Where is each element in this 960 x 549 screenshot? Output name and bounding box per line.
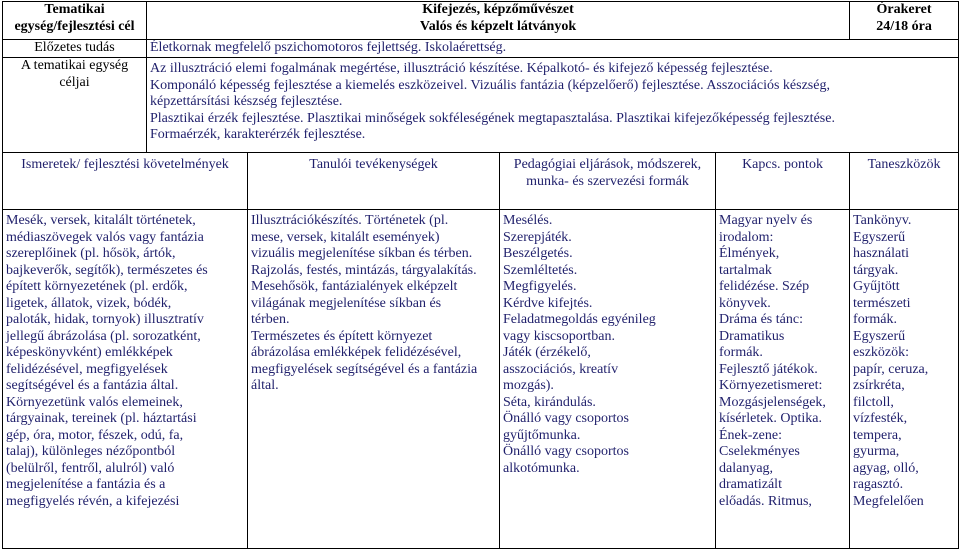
link-line: Élmények,	[719, 246, 780, 261]
activity-line: Mesehősök, fantázialények elképzelt	[251, 279, 458, 294]
link-line: Dráma és tánc:	[719, 312, 803, 327]
tool-line: papír, ceruza,	[853, 361, 929, 377]
link-line: Dramatikus	[719, 328, 785, 344]
goal-line: Plasztikai érzék fejlesztése. Plasztikai minőségek sokféleségének megtapasztalása. Plasztikai kifejezőképesség fejlesztése.	[150, 110, 835, 126]
knowledge-line: bajkeverők, segítők), természetes és	[6, 262, 208, 278]
link-line: kísérletek. Optika.	[719, 411, 823, 426]
activity-line: vizuális megjelenítése síkban és térben.	[251, 246, 473, 261]
tool-line: tárgyak.	[853, 262, 899, 278]
link-line: irodalom:	[719, 229, 774, 245]
tool-line: Megfelelően	[853, 493, 924, 509]
link-line: felidézése. Szép	[719, 279, 810, 294]
methods-cell	[500, 210, 716, 549]
goals-label-line-2: céljai	[59, 74, 90, 90]
hours-value: 24/18 óra	[876, 18, 932, 34]
knowledge-line: megfigyelés révén, a kifejezési	[6, 493, 180, 509]
method-line: Séta, kirándulás.	[503, 394, 596, 410]
link-line: Cselekményes	[719, 444, 800, 459]
knowledge-line: képeskönyvként) emlékképek	[6, 345, 173, 360]
subject-title: Kifejezés, képzőművészet	[422, 2, 574, 17]
method-line: Mesélés.	[503, 213, 553, 228]
links-cell	[716, 210, 850, 549]
method-line: vagy kiscsoportban.	[503, 328, 615, 344]
activity-line: Illusztrációkészítés. Történetek (pl.	[251, 213, 449, 228]
activity-line: világának megjelenítése síkban és	[251, 295, 442, 311]
activity-line: ábrázolása emlékképek felidézésével,	[251, 345, 462, 360]
method-line: Önálló vagy csoportos	[503, 411, 629, 426]
method-line: mozgás).	[503, 378, 554, 393]
topic-label-cell	[3, 2, 147, 40]
method-line: Szemléltetés.	[503, 262, 578, 278]
tool-line: Egyszerű	[853, 328, 906, 344]
knowledge-line: médiaszövegek valós vagy fantázia	[6, 229, 204, 245]
method-line: gyűjtőmunka.	[503, 427, 581, 443]
goal-line: Formaérzék, karakterérzék fejlesztése.	[150, 127, 366, 142]
knowledge-line: Környezetünk valós elemeinek,	[6, 394, 183, 410]
tool-line: vízfesték,	[853, 411, 908, 426]
tool-line: természeti	[853, 295, 911, 311]
col-header-links: Kapcs. pontok	[716, 153, 850, 210]
activity-line: Természetes és épített környezet	[251, 328, 433, 344]
tool-line: agyag, olló,	[853, 460, 919, 476]
knowledge-line: felidézésével, megfigyelések	[6, 361, 168, 377]
link-line: tartalmak	[719, 262, 772, 278]
tool-line: zsírkréta,	[853, 378, 905, 393]
tool-line: formák.	[853, 312, 897, 327]
content-row	[3, 210, 959, 549]
col-header-methods: Pedagógiai eljárások, módszerek, munka- és szervezési formák	[500, 153, 716, 210]
tool-line: Egyszerű	[853, 229, 906, 245]
column-header-row	[3, 153, 959, 210]
goal-line: képzettársítási készség fejlesztése.	[150, 94, 343, 109]
link-line: Magyar nyelv és	[719, 213, 813, 228]
goals-text-cell	[147, 58, 959, 153]
goals-label-line-1: A tematikai egység	[20, 58, 129, 73]
tool-line: ragasztó.	[853, 477, 904, 492]
knowledge-line: tárgyainak, tereinek (pl. háztartási	[6, 411, 197, 426]
link-line: dalanyag,	[719, 460, 774, 476]
subject-cell	[147, 2, 850, 40]
activity-line: által.	[251, 378, 279, 393]
method-line: Játék (érzékelő,	[503, 345, 591, 360]
knowledge-line: segítségével és a fantázia által.	[6, 378, 179, 393]
prior-knowledge-label: Előzetes tudás	[3, 40, 147, 58]
link-line: előadás. Ritmus,	[719, 493, 812, 509]
link-line: Környezetismeret:	[719, 378, 823, 393]
activity-line: mese, versek, kitalált események)	[251, 229, 440, 245]
link-line: Mozgásjelenségek,	[719, 394, 826, 410]
curriculum-page	[2, 1, 958, 549]
knowledge-cell	[3, 210, 248, 549]
topic-label-line-2: egység/fejlesztési cél	[14, 18, 135, 34]
tool-line: tempera,	[853, 427, 902, 443]
knowledge-line: gép, óra, motor, fészek, odú, fa,	[6, 427, 184, 443]
knowledge-line: talaj), különleges nézőpontból	[6, 444, 176, 459]
hours-cell	[850, 2, 959, 40]
knowledge-line: megjelenítése a fantázia és a	[6, 477, 166, 492]
tool-line: Gyűjtött	[853, 279, 900, 294]
link-line: dramatizált	[719, 477, 782, 492]
knowledge-line: paloták, hidak, tornyok) illusztratív	[6, 312, 204, 327]
tools-cell	[850, 210, 959, 549]
activity-line: megfigyelések segítségével és a fantázia	[251, 361, 478, 377]
method-line: Feladatmegoldás egyénileg	[503, 312, 656, 327]
activities-cell	[248, 210, 500, 549]
link-line: Fejlesztő játékok.	[719, 361, 818, 377]
knowledge-line: Mesék, versek, kitalált történetek,	[6, 213, 196, 228]
link-line: formák.	[719, 345, 763, 360]
link-line: Ének-zene:	[719, 427, 782, 443]
goals-row	[3, 58, 959, 153]
tool-line: gyurma,	[853, 444, 900, 459]
col-header-knowledge: Ismeretek/ fejlesztési követelmények	[3, 153, 248, 210]
subject-subtitle: Valós és képzelt látványok	[419, 18, 577, 34]
activity-line: térben.	[251, 312, 290, 327]
knowledge-line: szereplőinek (pl. hősök, ártók,	[6, 246, 176, 261]
goal-line: Az illusztráció elemi fogalmának megértése, illusztráció készítése. Képalkotó- és kifejező képesség fejlesztése.	[150, 61, 773, 76]
goals-label-cell	[3, 58, 147, 153]
prior-knowledge-row	[3, 40, 959, 58]
col-header-activities: Tanulói tevékenységek	[248, 153, 500, 210]
method-line: Beszélgetés.	[503, 246, 573, 261]
method-line: Kérdve kifejtés.	[503, 295, 593, 311]
hours-label: Órakeret	[876, 2, 932, 17]
method-line: asszociációs, kreatív	[503, 361, 619, 377]
activity-line: Rajzolás, festés, mintázás, tárgyalakítás.	[251, 262, 477, 278]
knowledge-line: (belülről, fentről, alulról) való	[6, 460, 175, 476]
goal-line: Komponáló képesség fejlesztése a kiemelés eszközeivel. Vizuális fantázia (képzelőerő) fejlesztése. Asszociációs készség,	[150, 77, 830, 93]
method-line: Önálló vagy csoportos	[503, 444, 629, 459]
tool-line: eszközök:	[853, 345, 910, 360]
method-line: alkotómunka.	[503, 460, 580, 476]
tool-line: használati	[853, 246, 910, 261]
link-line: könyvek.	[719, 295, 771, 311]
prior-knowledge-text: Életkornak megfelelő pszichomotoros fejlettség. Iskolaérettség.	[147, 40, 959, 58]
knowledge-line: épített környezetének (pl. erdők,	[6, 279, 188, 294]
method-line: Megfigyelés.	[503, 279, 577, 294]
knowledge-line: jellegű ábrázolása (pl. sorozatként,	[6, 328, 201, 344]
topic-label-line-1: Tematikai	[44, 2, 105, 17]
curriculum-table	[2, 1, 959, 549]
col-header-tools: Taneszközök	[850, 153, 959, 210]
tool-line: filctoll,	[853, 394, 894, 410]
header-row	[3, 2, 959, 40]
method-line: Szerepjáték.	[503, 229, 572, 245]
tool-line: Tankönyv.	[853, 213, 912, 228]
knowledge-line: ligetek, állatok, vizek, bódék,	[6, 295, 172, 311]
